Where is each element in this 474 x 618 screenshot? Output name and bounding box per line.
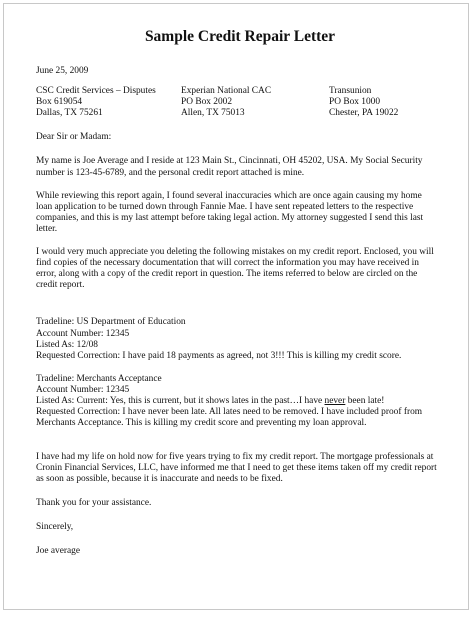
recipient-line: Chester, PA 19022 (329, 108, 399, 119)
recipient-address-csc (36, 86, 181, 119)
listed-as (36, 396, 440, 407)
recipient-addresses (36, 86, 440, 119)
signature-name: Joe average (36, 545, 80, 556)
spacer (36, 303, 440, 317)
paragraph-closing: I have had my life on hold now for five years trying to fix my credit report. The mortgage professionals at Cronin Financial Services, LLC, have informed me that I need to get these items taken off my credit report as soon as possible, because it is inaccurate and needs to be fixed. (36, 452, 437, 485)
recipient-name: Transunion (329, 86, 372, 97)
recipient-line: PO Box 1000 (329, 97, 381, 108)
requested-correction: Requested Correction: I have paid 18 payments as agreed, not 3!!! This is killing my credit score. (36, 350, 402, 361)
recipient-line: Dallas, TX 75261 (36, 108, 103, 119)
requested-correction: Requested Correction: I have never been late. All lates need to be removed. I have included proof from Merchants Acceptance. This is killing my credit score and preventing my loan approval. (36, 407, 423, 429)
tradeline-name: Tradeline: Merchants Acceptance (36, 373, 162, 384)
recipient-line: Allen, TX 75013 (181, 108, 245, 119)
account-number: Account Number: 12345 (36, 328, 130, 339)
account-number: Account Number: 12345 (36, 384, 130, 395)
listed-as-text: Listed As: Current: Yes, this is current, but it shows lates in the past…I have (36, 395, 325, 406)
recipient-address-transunion (329, 86, 439, 119)
letter-date: June 25, 2009 (36, 66, 89, 76)
paragraph-request: I would very much appreciate you deleting the following mistakes on my credit report. Enclosed, you will find copies of the necessary documentation that will correct the information you may have received in error, along with a copy of the credit report in question. The items referred to below are circled on the credit report. (36, 247, 434, 291)
listed-as-text: been late! (345, 395, 385, 406)
letter-title: Sample Credit Repair Letter (144, 28, 336, 45)
paragraph-introduction: My name is Joe Average and I reside at 123 Main St., Cincinnati, OH 45202, USA. My Social Security number is 123-45-6789, and the personal credit report attached is mine. (36, 156, 423, 178)
underlined-emphasis: never (324, 395, 346, 406)
recipient-address-experian (181, 86, 329, 119)
recipient-line: Box 619054 (36, 97, 83, 108)
recipient-line: PO Box 2002 (181, 97, 233, 108)
recipient-name: Experian National CAC (181, 86, 272, 97)
tradeline-block-education (36, 317, 440, 361)
spacer (36, 441, 440, 452)
signoff: Sincerely, (36, 521, 74, 532)
salutation: Dear Sir or Madam: (36, 132, 112, 143)
tradeline-name: Tradeline: US Department of Education (36, 317, 186, 328)
thanks-line: Thank you for your assistance. (36, 497, 152, 508)
letter-page (3, 3, 469, 610)
listed-as: Listed As: 12/08 (36, 339, 98, 350)
paragraph-review: While reviewing this report again, I found several inaccuracies which are once again causing my home loan application to be turned down through Fannie Mae. I have sent repeated letters to the respective companies, and this is my last attempt before taking legal action. My attorney suggested I send this last letter. (36, 190, 424, 234)
letter-body (36, 28, 440, 557)
recipient-name: CSC Credit Services – Disputes (36, 86, 156, 97)
tradeline-block-merchants (36, 374, 440, 429)
